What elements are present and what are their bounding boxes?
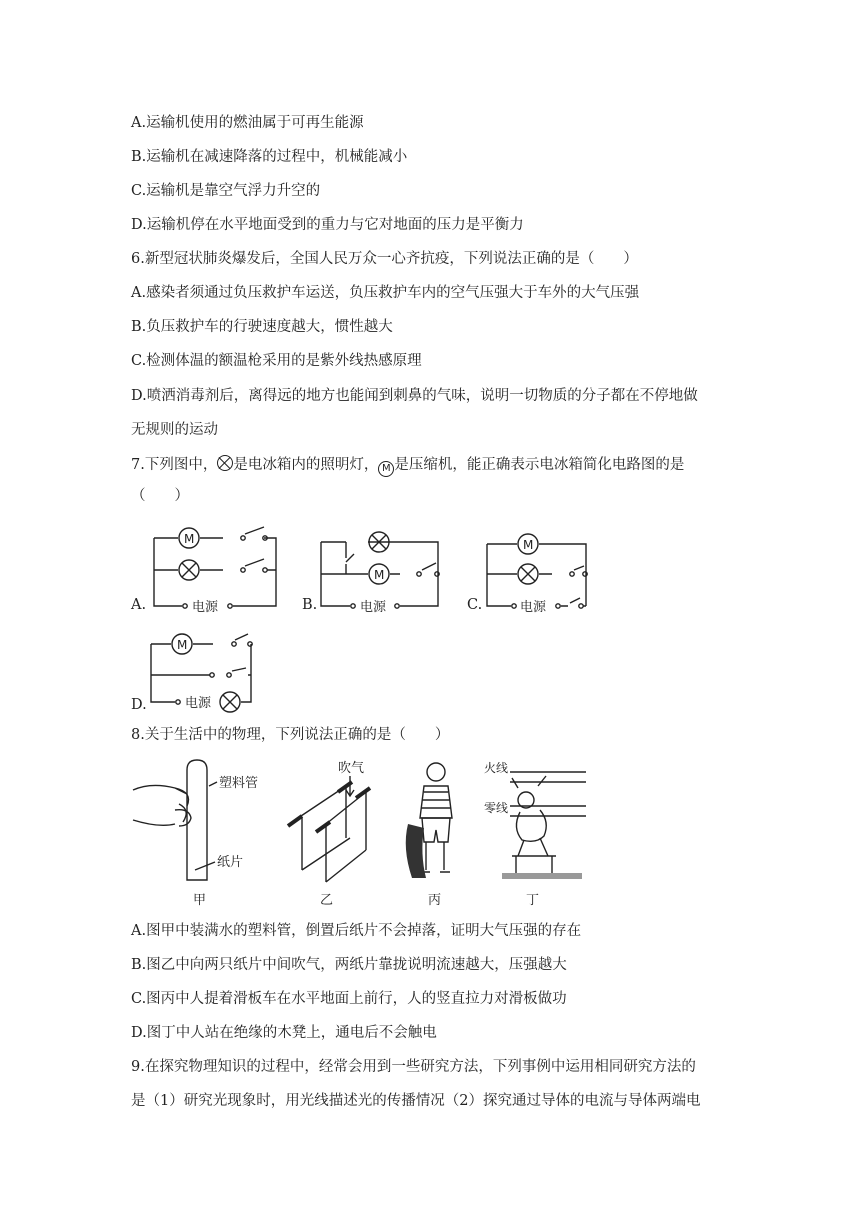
- figure-ding: [482, 758, 587, 908]
- circuit-b: [318, 524, 448, 620]
- circuit-a: [148, 524, 283, 620]
- fig-bing-label: 丙: [428, 893, 442, 908]
- q9-stem: 9.在探究物理知识的过程中，经常会用到一些研究方法，下列事例中运用相同研究方法的: [131, 1059, 696, 1075]
- q5-option-d: D.运输机停在水平地面受到的重力与它对地面的压力是平衡力: [131, 217, 524, 233]
- q5-option-a: A.运输机使用的燃油属于可再生能源: [131, 115, 364, 131]
- q6-option-a: A.感染者须通过负压救护车运送，负压救护车内的空气压强大于车外的大气压强: [131, 285, 640, 301]
- q7-paren: （ ）: [131, 488, 189, 504]
- q7-stem-part3: 是压缩机，能正确表示电冰箱简化电路图的是: [394, 457, 685, 473]
- q7-stem-part2: 是电冰箱内的照明灯，: [233, 457, 379, 473]
- figure-yi: [280, 758, 380, 908]
- fig-ding-label: 丁: [526, 893, 540, 908]
- q8-option-a: A.图甲中装满水的塑料管，倒置后纸片不会掉落，证明大气压强的存在: [131, 923, 582, 939]
- live-wire-label: 火线: [484, 761, 509, 775]
- q6-option-d: D.喷洒消毒剂后，离得远的地方也能闻到刺鼻的气味，说明一切物质的分子都在不停地做: [131, 388, 698, 404]
- figure-bing: [400, 758, 470, 908]
- power-source-label-c: 电源: [520, 600, 547, 615]
- fig-jia-label: 甲: [193, 893, 207, 908]
- figure-jia: [131, 758, 271, 908]
- q8-option-b: B.图乙中向两只纸片中间吹气，两纸片靠拢说明流速越大，压强越大: [131, 957, 567, 973]
- q9-stem-cont: 是（1）研究光现象时，用光线描述光的传播情况（2）探究通过导体的电流与导体两端电: [131, 1093, 701, 1109]
- q7-label-c: C.: [467, 597, 483, 613]
- q5-option-c: C.运输机是靠空气浮力升空的: [131, 183, 321, 199]
- motor-label-d: M: [177, 638, 188, 652]
- q7-stem-part1: 7.下列图中，: [131, 457, 218, 473]
- motor-label: M: [184, 532, 195, 546]
- motor-label-b: M: [374, 568, 385, 582]
- q7-label-d: D.: [131, 697, 147, 713]
- q8-option-d: D.图丁中人站在绝缘的木凳上，通电后不会触电: [131, 1025, 437, 1041]
- q6-option-c: C.检测体温的额温枪采用的是紫外线热感原理: [131, 353, 422, 369]
- circuit-c: [484, 524, 594, 620]
- q7-label-b: B.: [302, 597, 318, 613]
- q8-option-c: C.图丙中人提着滑板车在水平地面上前行，人的竖直拉力对滑板做功: [131, 991, 567, 1007]
- q6-stem: 6.新型冠状肺炎爆发后，全国人民万众一心齐抗疫，下列说法正确的是（ ）: [131, 251, 638, 267]
- lamp-symbol-icon: [217, 455, 233, 471]
- q7-label-a: A.: [131, 597, 147, 613]
- circuit-d: [148, 628, 258, 718]
- q6-option-d-cont: 无规则的运动: [131, 422, 218, 438]
- fig-yi-label: 乙: [320, 893, 334, 908]
- tube-label: 塑料管: [219, 776, 259, 791]
- motor-symbol-icon: M: [378, 461, 394, 477]
- q7-stem: [131, 455, 684, 477]
- q5-option-b: B.运输机在减速降落的过程中，机械能减小: [131, 149, 408, 165]
- power-source-label: 电源: [192, 600, 219, 615]
- blow-label: 吹气: [338, 761, 365, 776]
- paper-label: 纸片: [217, 855, 244, 870]
- power-source-label-d: 电源: [185, 696, 212, 711]
- power-source-label-b: 电源: [360, 600, 387, 615]
- motor-label-c: M: [523, 538, 534, 552]
- q6-option-b: B.负压救护车的行驶速度越大，惯性越大: [131, 319, 393, 335]
- q8-stem: 8.关于生活中的物理，下列说法正确的是（ ）: [131, 727, 450, 743]
- neutral-wire-label: 零线: [484, 801, 509, 815]
